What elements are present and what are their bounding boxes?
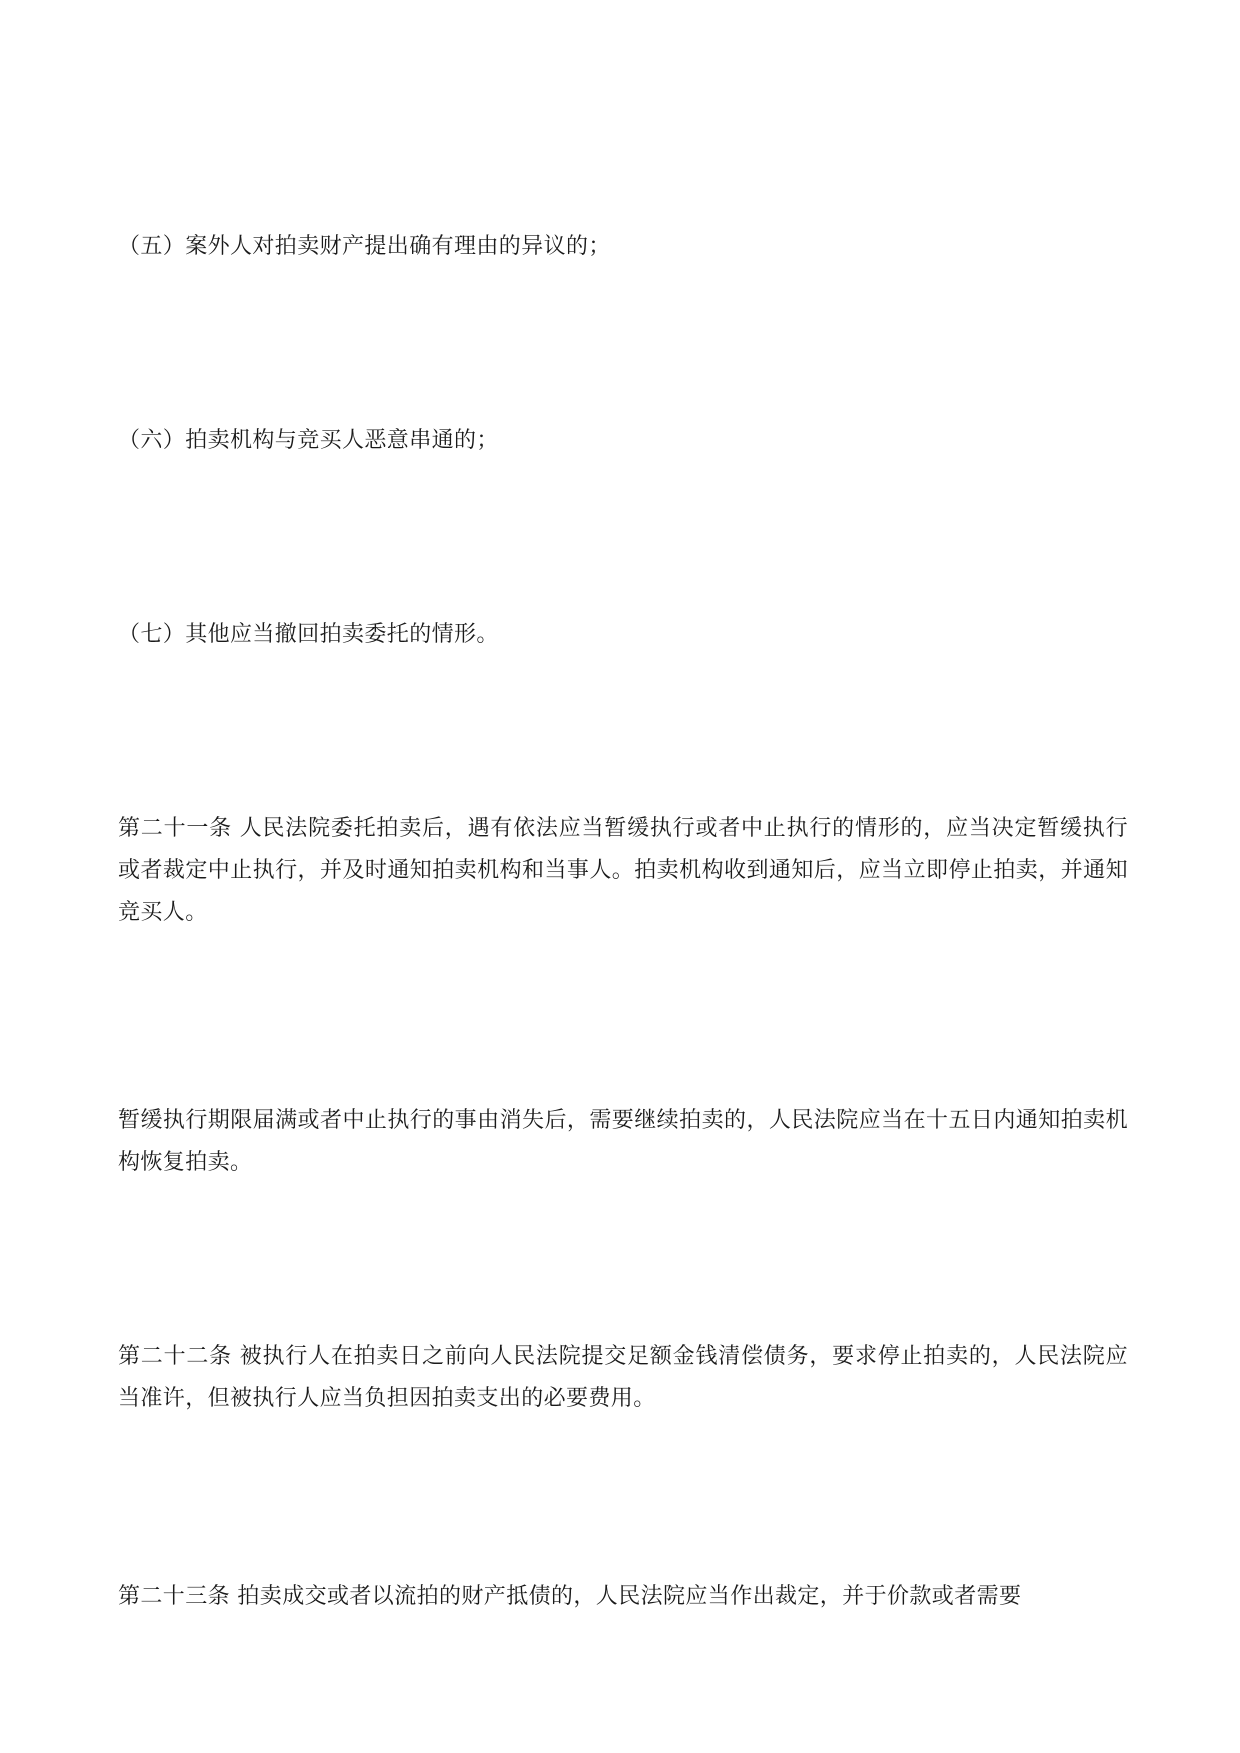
article-22-paragraph: 第二十二条 被执行人在拍卖日之前向人民法院提交足额金钱清偿债务，要求停止拍卖的，人民法院应当准许，但被执行人应当负担因拍卖支出的必要费用。: [118, 1344, 1128, 1411]
article-21-continuation-paragraph: 暂缓执行期限届满或者中止执行的事由消失后，需要继续拍卖的，人民法院应当在十五日内通知拍卖机构恢复拍卖。: [118, 1108, 1128, 1175]
list-item-5: （五）案外人对拍卖财产提出确有理由的异议的；: [118, 234, 611, 259]
list-item-7: （七）其他应当撤回拍卖委托的情形。: [118, 622, 499, 647]
article-21-paragraph: 第二十一条 人民法院委托拍卖后，遇有依法应当暂缓执行或者中止执行的情形的，应当决定暂缓执行或者裁定中止执行，并及时通知拍卖机构和当事人。拍卖机构收到通知后，应当立即停止拍卖，并通知竞买人。: [118, 816, 1128, 925]
article-23-paragraph: 第二十三条 拍卖成交或者以流拍的财产抵债的，人民法院应当作出裁定，并于价款或者需要: [118, 1584, 1022, 1609]
list-item-6: （六）拍卖机构与竞买人恶意串通的；: [118, 428, 499, 453]
